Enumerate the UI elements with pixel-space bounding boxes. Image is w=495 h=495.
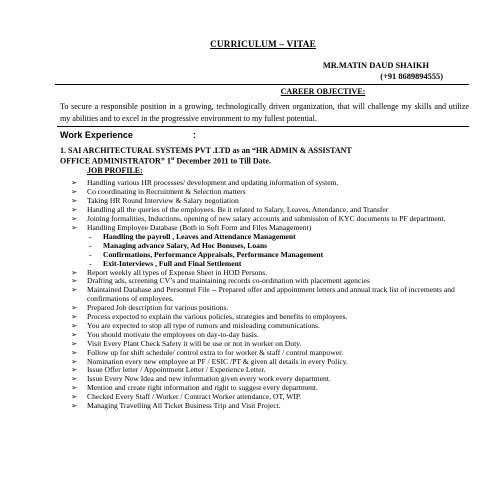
arrow-bullet-icon: ➢ xyxy=(71,329,78,339)
arrow-bullet-icon: ➢ xyxy=(71,303,78,313)
dash-marker: - xyxy=(89,240,92,250)
list-item-text: Mention and create right information and right to suggest every department. xyxy=(87,383,318,393)
list-item-text: Maintained Database and Personnel File -- Prepared offer and appointment letters and annual track list of increments and confirmations of employees. xyxy=(87,285,455,304)
arrow-bullet-icon: ➢ xyxy=(71,196,78,206)
list-item-text: Exit-Interviews , Full and Final Settlement xyxy=(103,258,242,268)
job-duties-list xyxy=(57,179,469,411)
list-item-text: Issue Offer letter / Appointment Letter / Experience Letter. xyxy=(87,365,266,375)
company-line-1: 1. SAI ARCHITECTURAL SYSTEMS PVT .LTD as an “HR ADMIN & ASSISTANT xyxy=(60,145,352,155)
list-item-text: Managing Travelling All Ticket Business Trip and Visit Project. xyxy=(87,401,281,411)
dash-marker: - xyxy=(89,231,92,241)
objective-text: To secure a responsible position in a growing, technologically driven organization, that will challenge my skills and utilize my abilities and to excel in the progressive environment to my fullest potential. xyxy=(60,102,469,123)
arrow-bullet-icon: ➢ xyxy=(71,374,78,384)
job-profile-heading: JOB PROFILE: xyxy=(87,166,143,176)
arrow-bullet-icon: ➢ xyxy=(71,285,78,295)
arrow-bullet-icon: ➢ xyxy=(71,401,78,411)
list-item-text: Managing advance Salary, Ad Hoc Bonuses, Loans xyxy=(103,240,268,250)
arrow-bullet-icon: ➢ xyxy=(71,392,78,402)
arrow-bullet-icon: ➢ xyxy=(71,214,78,224)
list-item-text: You should motivate the employees on day-to-day basis. xyxy=(87,329,259,339)
list-item-text: Taking HR Round Interview & Salary negotiation xyxy=(87,196,239,206)
list-item-text: Follow up for shift schedule/ control extra to for worker & staff / control manpower. xyxy=(87,347,344,357)
arrow-bullet-icon: ➢ xyxy=(71,222,78,232)
list-item-text: Process expected to explain the various policies, strategies and benefits to employees. xyxy=(87,312,348,322)
arrow-bullet-icon: ➢ xyxy=(71,365,78,375)
list-item-text: Handling various HR processes/ development and updating information of system. xyxy=(87,178,339,188)
list-item-text: Issue Every New Idea and new information given every work every department. xyxy=(87,374,331,384)
list-item-text: Confirmations, Performance Appraisals, Performance Management xyxy=(103,249,324,259)
list-item xyxy=(57,402,469,411)
company-entry xyxy=(60,146,469,167)
company-line-2: OFFICE ADMINISTRATOR” 1st December 2011 to Till Date. xyxy=(60,156,271,166)
list-item xyxy=(57,286,469,304)
arrow-bullet-icon: ➢ xyxy=(71,383,78,393)
list-item-text: Nomination every new employee at PF / ESIC /PT & given all details in every Policy. xyxy=(87,356,348,366)
document-title: CURRICULUM – VITAE xyxy=(210,39,316,49)
list-item-text: Visit Every Plant Check Safety it will be use or not in worker on Duty. xyxy=(87,338,302,348)
candidate-phone: (+91 8689894555) xyxy=(380,71,443,81)
arrow-bullet-icon: ➢ xyxy=(71,205,78,215)
arrow-bullet-icon: ➢ xyxy=(71,178,78,188)
list-item-text: Handling the payroll , Leaves and Attendance Management xyxy=(103,231,296,241)
list-item-text: Joining formalities, Inductions, opening of new salary accounts and submission of KYC documents to PF department. xyxy=(87,214,446,224)
list-item-text: Report weekly all types of Expense Sheet in HOD Persons. xyxy=(87,267,268,277)
list-item-text: Handling Employee Database (Both in Soft Form and Files Management) xyxy=(87,222,312,232)
objective-divider xyxy=(57,126,469,127)
list-item-text: You are expected to stop all type of rumors and misleading communications. xyxy=(87,320,320,330)
list-item-text: Drafting ads, screening CV’s and maintaining records co-ordination with placement agencies xyxy=(87,276,370,286)
list-item-text: Co coordinating in Recruitment & Selection matters xyxy=(87,187,246,197)
arrow-bullet-icon: ➢ xyxy=(71,320,78,330)
objective-heading: CAREER OBJECTIVE: xyxy=(280,87,366,96)
arrow-bullet-icon: ➢ xyxy=(71,347,78,357)
candidate-name: MR.MATIN DAUD SHAIKH xyxy=(322,61,429,70)
list-item-text: Checked Every Staff / Worker / Contract Worker attendance, OT, WIP. xyxy=(87,392,302,402)
dash-marker: - xyxy=(89,258,92,268)
list-item-text: Prepared Job description for various positions. xyxy=(87,303,229,313)
arrow-bullet-icon: ➢ xyxy=(71,267,78,277)
arrow-bullet-icon: ➢ xyxy=(71,187,78,197)
header-divider xyxy=(55,84,469,85)
arrow-bullet-icon: ➢ xyxy=(71,276,78,286)
arrow-bullet-icon: ➢ xyxy=(71,356,78,366)
list-item-text: Handling all the queries of the employees. Be it related to Salary, Leaves, Attendance, and Transfer xyxy=(87,205,389,215)
arrow-bullet-icon: ➢ xyxy=(71,338,78,348)
dash-marker: - xyxy=(89,249,92,259)
arrow-bullet-icon: ➢ xyxy=(71,312,78,322)
work-experience-heading: Work Experience : xyxy=(60,129,196,140)
